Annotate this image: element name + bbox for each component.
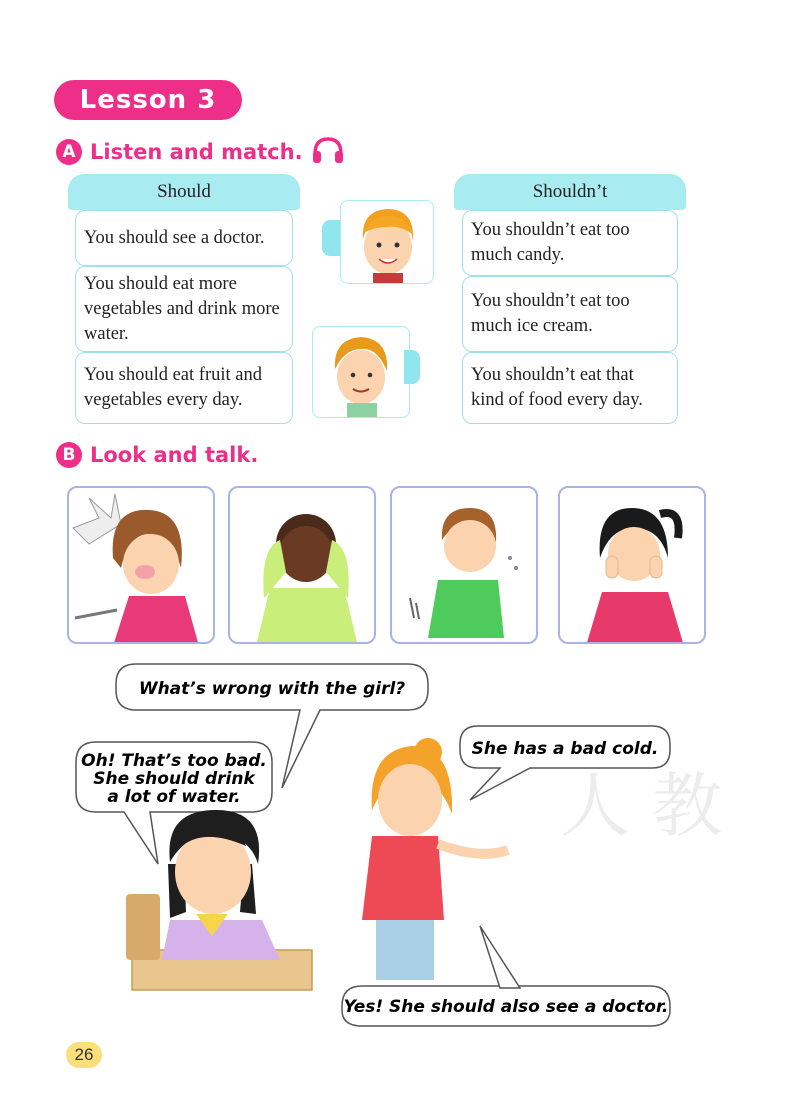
question-text: What’s wrong with the girl? <box>138 679 406 699</box>
response-line-2: She should drink <box>93 769 255 789</box>
dialogue-scene <box>0 650 800 1030</box>
boy-face-icon-2 <box>313 327 409 417</box>
should-item-3[interactable] <box>75 352 293 424</box>
should-column-header: Should <box>68 174 300 210</box>
section-a-title: Listen and match. <box>90 140 303 164</box>
section-a-badge: A <box>56 139 82 165</box>
response-line-3: a lot of water. <box>107 787 241 807</box>
shouldnt-item-1[interactable] <box>462 210 678 276</box>
boy-face-icon <box>341 201 433 283</box>
should-item-2[interactable] <box>75 266 293 352</box>
section-a-heading <box>56 136 345 168</box>
boy-photo-2[interactable] <box>312 326 410 418</box>
boy-headache-picture[interactable] <box>228 486 376 644</box>
shouldnt-item-3[interactable] <box>462 352 678 424</box>
shouldnt-item-1-text: You shouldn’t eat too much candy. <box>471 220 630 265</box>
shouldnt-item-3-text: You shouldn’t eat that kind of food every day. <box>471 365 643 410</box>
should-item-1[interactable] <box>75 210 293 266</box>
girl-fever-picture[interactable] <box>67 486 215 644</box>
section-b-heading <box>56 442 258 468</box>
boy-stomachache-picture[interactable] <box>390 486 538 644</box>
section-b-badge: B <box>56 442 82 468</box>
answer-text: She has a bad cold. <box>471 739 659 759</box>
chair-back <box>126 894 160 960</box>
watermark: 人 教 <box>560 765 723 847</box>
headphones-icon[interactable] <box>311 136 345 168</box>
shouldnt-item-2-text: You shouldn’t eat too much ice cream. <box>471 291 630 336</box>
lesson-title: Lesson 3 <box>54 80 242 120</box>
photo-2-tab <box>404 350 420 384</box>
shouldnt-column-header: Shouldn’t <box>454 174 686 210</box>
shouldnt-item-2[interactable] <box>462 276 678 352</box>
doctor-text: Yes! She should also see a doctor. <box>343 997 669 1017</box>
bubble-doctor-tail <box>480 926 520 988</box>
boy-photo-1[interactable] <box>340 200 434 284</box>
girl-at-desk <box>162 810 280 960</box>
page-number: 26 <box>66 1042 102 1068</box>
response-line-1: Oh! That’s too bad. <box>81 751 267 771</box>
girl-toothache-picture[interactable] <box>558 486 706 644</box>
should-item-1-text: You should see a doctor. <box>84 227 265 248</box>
should-item-3-text: You should eat fruit and vegetables every day. <box>84 365 262 410</box>
should-item-2-text: You should eat more vegetables and drink more water. <box>84 273 280 344</box>
section-b-title: Look and talk. <box>90 443 259 467</box>
